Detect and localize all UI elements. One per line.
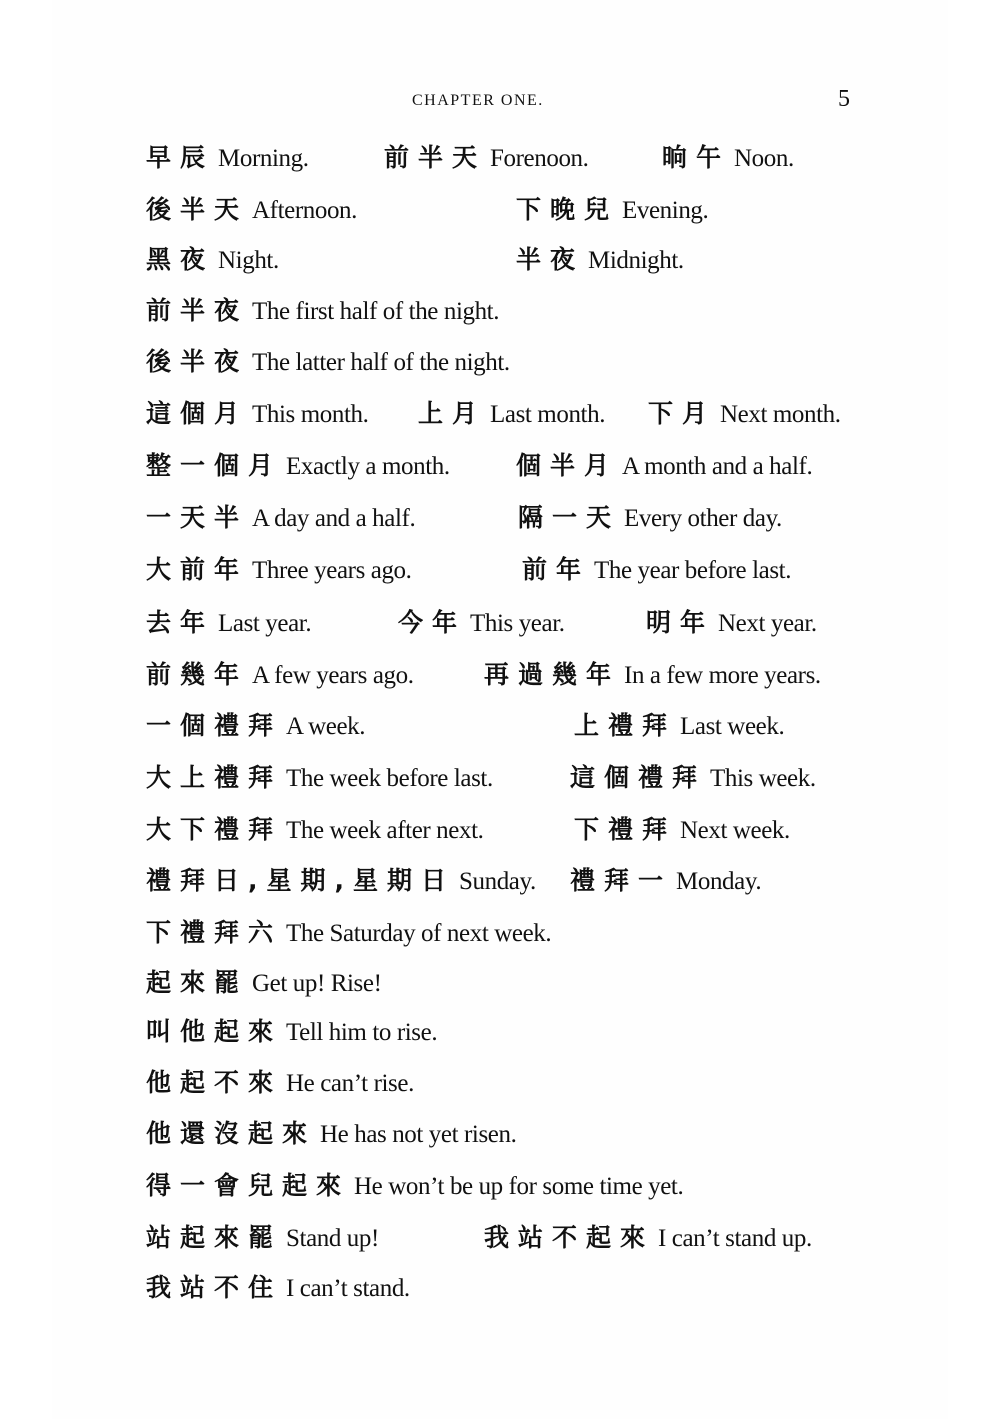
vocab-entry — [146, 394, 368, 435]
chinese-term: 去年 — [146, 608, 215, 637]
vocab-entry — [146, 1268, 410, 1309]
chinese-term: 一天半 — [146, 503, 249, 532]
chinese-term: 再過幾年 — [484, 660, 621, 689]
vocab-entry — [646, 603, 817, 644]
chinese-term: 個半月 — [516, 451, 619, 480]
english-gloss: Noon. — [734, 145, 794, 172]
vocab-entry — [146, 1114, 516, 1155]
chinese-term: 上禮拜 — [574, 711, 677, 740]
english-gloss: He won’t be up for some time yet. — [354, 1173, 684, 1200]
english-gloss: I can’t stand up. — [658, 1225, 812, 1252]
chinese-term: 黑夜 — [146, 245, 215, 274]
chinese-term: 禮拜日,星期,星期日 — [146, 866, 455, 895]
english-gloss: Morning. — [218, 145, 309, 172]
english-gloss: I can’t stand. — [286, 1275, 410, 1302]
vocab-entry — [146, 138, 309, 179]
chinese-term: 大下禮拜 — [146, 815, 283, 844]
vocab-entry — [146, 861, 536, 902]
vocab-entry — [146, 190, 357, 231]
running-title: CHAPTER ONE. — [412, 92, 544, 109]
chinese-term: 下晚兒 — [516, 195, 619, 224]
chinese-term: 站起來罷 — [146, 1223, 283, 1252]
english-gloss: Last month. — [490, 401, 606, 428]
english-gloss: Get up! Rise! — [252, 970, 382, 997]
english-gloss: Last week. — [680, 713, 785, 740]
english-gloss: The latter half of the night. — [252, 349, 510, 376]
english-gloss: Afternoon. — [252, 197, 358, 224]
chinese-term: 我站不住 — [146, 1273, 283, 1302]
vocab-entry — [518, 498, 782, 539]
chinese-term: 上月 — [418, 399, 487, 428]
chinese-term: 這個禮拜 — [570, 763, 707, 792]
vocab-entry — [146, 706, 365, 747]
english-gloss: A day and a half. — [252, 505, 416, 532]
english-gloss: Exactly a month. — [286, 453, 450, 480]
vocab-entry — [570, 758, 816, 799]
chinese-term: 前半天 — [384, 143, 487, 172]
vocab-entry — [574, 706, 784, 747]
chinese-term: 前半夜 — [146, 296, 249, 325]
english-gloss: This year. — [470, 610, 565, 637]
chinese-term: 大上禮拜 — [146, 763, 283, 792]
english-gloss: Next week. — [680, 817, 790, 844]
chinese-term: 下禮拜六 — [146, 918, 283, 947]
english-gloss: Evening. — [622, 197, 709, 224]
page-number: 5 — [838, 86, 850, 112]
chinese-term: 下月 — [648, 399, 717, 428]
vocab-entry — [146, 240, 279, 281]
chinese-term: 半夜 — [516, 245, 585, 274]
english-gloss: Stand up! — [286, 1225, 379, 1252]
vocab-entry — [522, 550, 791, 591]
english-gloss: The week after next. — [286, 817, 484, 844]
vocab-entry — [146, 1218, 379, 1259]
vocab-entry — [146, 758, 493, 799]
vocab-entry — [146, 342, 510, 383]
chinese-term: 下禮拜 — [574, 815, 677, 844]
english-gloss: Every other day. — [624, 505, 782, 532]
vocab-entry — [648, 394, 841, 435]
english-gloss: Night. — [218, 247, 279, 274]
chinese-term: 今年 — [398, 608, 467, 637]
vocab-entry — [662, 138, 794, 179]
english-gloss: He has not yet risen. — [320, 1121, 517, 1148]
english-gloss: The year before last. — [594, 557, 792, 584]
chinese-term: 一個禮拜 — [146, 711, 283, 740]
english-gloss: Forenoon. — [490, 145, 589, 172]
vocab-entry — [146, 498, 415, 539]
vocab-entry — [146, 913, 551, 954]
chinese-term: 這個月 — [146, 399, 249, 428]
chinese-term: 整一個月 — [146, 451, 283, 480]
english-gloss: A month and a half. — [622, 453, 813, 480]
chinese-term: 大前年 — [146, 555, 249, 584]
vocab-entry — [146, 1166, 683, 1207]
vocab-entry — [516, 446, 812, 487]
english-gloss: Tell him to rise. — [286, 1019, 438, 1046]
vocab-entry — [146, 963, 382, 1004]
chinese-term: 叫他起來 — [146, 1017, 283, 1046]
vocab-entry — [146, 655, 414, 696]
chinese-term: 明年 — [646, 608, 715, 637]
chinese-term: 隔一天 — [518, 503, 621, 532]
english-gloss: Monday. — [676, 868, 762, 895]
vocab-entry — [418, 394, 605, 435]
chinese-term: 後半夜 — [146, 347, 249, 376]
vocab-entry — [146, 550, 412, 591]
vocab-entry — [146, 603, 311, 644]
english-gloss: The Saturday of next week. — [286, 920, 552, 947]
chinese-term: 我站不起來 — [484, 1223, 655, 1252]
chinese-term: 起來罷 — [146, 968, 249, 997]
english-gloss: The first half of the night. — [252, 298, 500, 325]
vocab-entry — [484, 655, 821, 696]
english-gloss: Next year. — [718, 610, 817, 637]
vocab-entry — [516, 240, 684, 281]
english-gloss: A week. — [286, 713, 366, 740]
vocab-entry — [384, 138, 589, 179]
vocab-entry — [570, 861, 761, 902]
english-gloss: A few years ago. — [252, 662, 414, 689]
vocab-entry — [516, 190, 708, 231]
vocab-entry — [398, 603, 565, 644]
chinese-term: 早辰 — [146, 143, 215, 172]
english-gloss: Three years ago. — [252, 557, 412, 584]
vocab-entry — [146, 1063, 414, 1104]
english-gloss: In a few more years. — [624, 662, 821, 689]
vocab-entry — [146, 810, 483, 851]
chinese-term: 他起不來 — [146, 1068, 283, 1097]
english-gloss: Last year. — [218, 610, 312, 637]
english-gloss: Midnight. — [588, 247, 684, 274]
vocab-entry — [146, 291, 499, 332]
english-gloss: This week. — [710, 765, 816, 792]
english-gloss: Next month. — [720, 401, 841, 428]
vocab-entry — [146, 446, 450, 487]
vocab-entry — [146, 1012, 437, 1053]
chinese-term: 晌午 — [662, 143, 731, 172]
english-gloss: He can’t rise. — [286, 1070, 414, 1097]
chinese-term: 禮拜一 — [570, 866, 673, 895]
english-gloss: This month. — [252, 401, 369, 428]
vocab-entry — [484, 1218, 812, 1259]
chinese-term: 後半天 — [146, 195, 249, 224]
chinese-term: 得一會兒起來 — [146, 1171, 351, 1200]
english-gloss: The week before last. — [286, 765, 493, 792]
chinese-term: 他還沒起來 — [146, 1119, 317, 1148]
english-gloss: Sunday. — [459, 868, 536, 895]
vocab-entry — [574, 810, 790, 851]
chinese-term: 前幾年 — [146, 660, 249, 689]
chinese-term: 前年 — [522, 555, 591, 584]
